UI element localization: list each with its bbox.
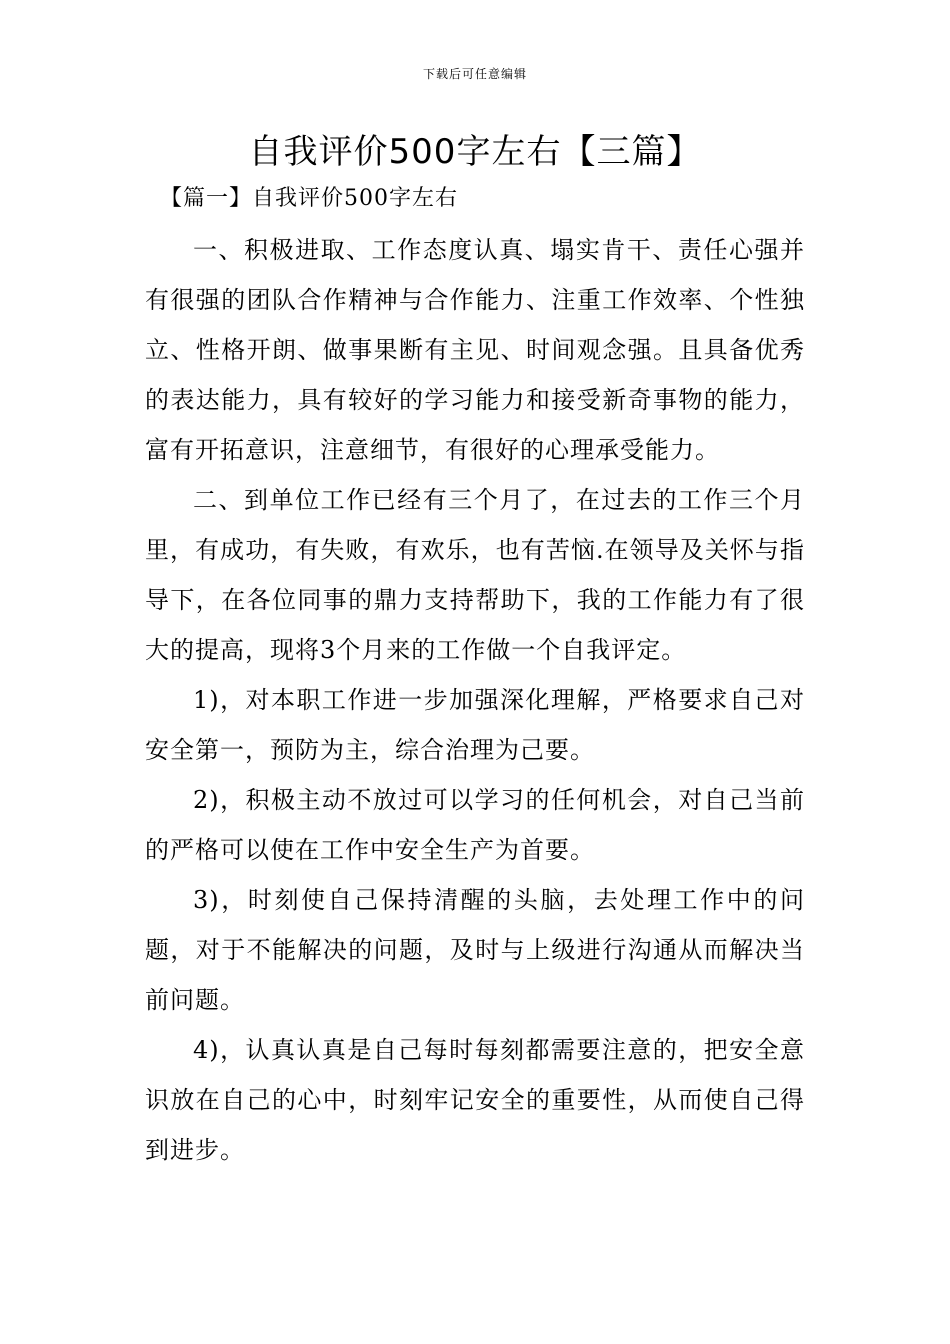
paragraph-item-3: 3)，时刻使自己保持清醒的头脑，去处理工作中的问题，对于不能解决的问题，及时与上级进行沟通从而解决当前问题。: [145, 886, 805, 1014]
paragraph-2: 二、到单位工作已经有三个月了，在过去的工作三个月里，有成功，有失败，有欢乐，也有苦恼.在领导及关怀与指导下，在各位同事的鼎力支持帮助下，我的工作能力有了很大的提高，现将3个月来的工作做一个自我评定。: [145, 486, 805, 664]
header-note: 下载后可任意编辑: [422, 67, 527, 81]
section-heading: 【篇一】自我评价500字左右: [160, 186, 458, 211]
document-title: 自我评价500字左右【三篇】: [248, 132, 702, 172]
paragraph-item-1: 1)，对本职工作进一步加强深化理解，严格要求自己对安全第一，预防为主，综合治理为己要。: [145, 686, 805, 764]
paragraph-1: 一、积极进取、工作态度认真、塌实肯干、责任心强并有很强的团队合作精神与合作能力、注重工作效率、个性独立、性格开朗、做事果断有主见、时间观念强。且具备优秀的表达能力，具有较好的学习能力和接受新奇事物的能力，富有开拓意识，注意细节，有很好的心理承受能力。: [145, 236, 805, 464]
paragraph-item-4: 4)，认真认真是自己每时每刻都需要注意的，把安全意识放在自己的心中，时刻牢记安全的重要性，从而使自己得到进步。: [145, 1036, 805, 1164]
document-body: [145, 225, 805, 1175]
paragraph-item-2: 2)，积极主动不放过可以学习的任何机会，对自己当前的严格可以使在工作中安全生产为首要。: [145, 786, 805, 864]
